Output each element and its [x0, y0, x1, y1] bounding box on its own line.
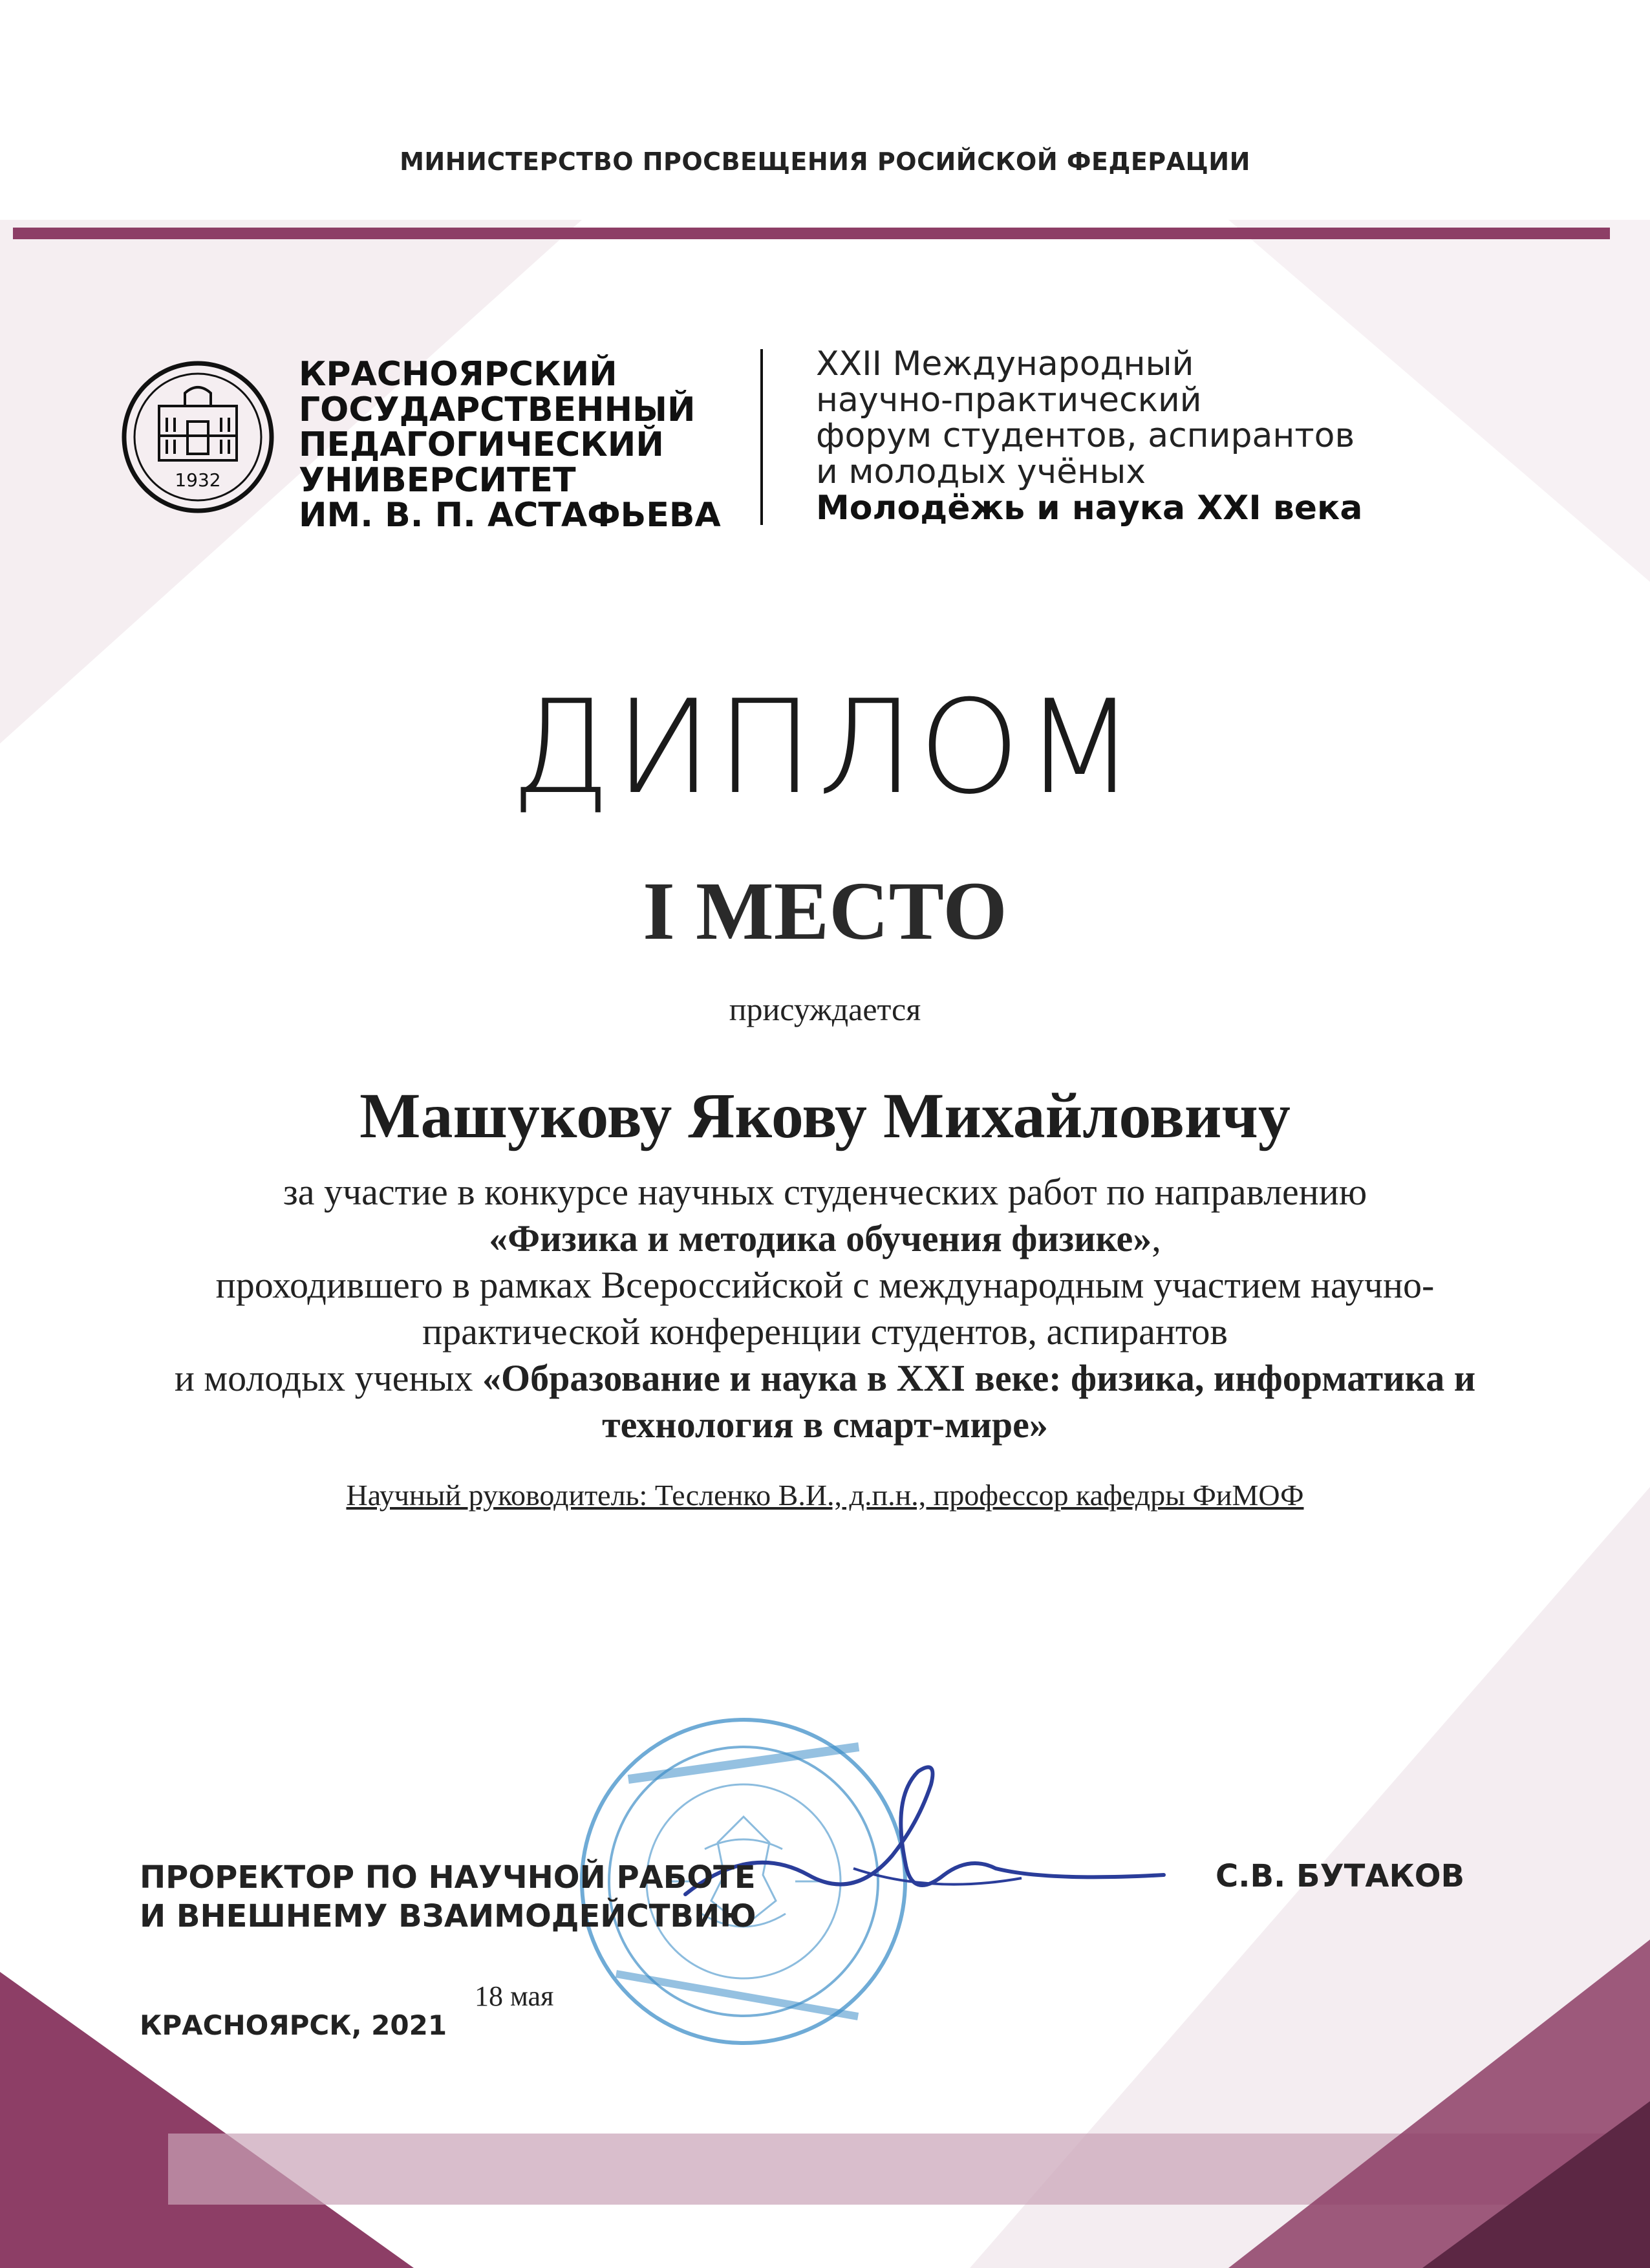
award-date: 18 мая: [475, 1980, 554, 2012]
logo-year: 1932: [175, 469, 221, 491]
header-separator: [760, 349, 763, 525]
signatory-title: [140, 1858, 756, 1936]
forum-name: Молодёжь и наука XXI века: [816, 488, 1363, 528]
university-line: ГОСУДАРСТВЕННЫЙ: [299, 390, 696, 429]
place-award: I МЕСТО: [643, 865, 1007, 957]
university-name: [299, 357, 721, 533]
awarded-text: присуждается: [729, 991, 921, 1027]
conference-name: «Образование и наука в XXI веке: физика, информатика и технология в смарт-мире»: [482, 1356, 1476, 1446]
forum-line: XXII Международный: [816, 345, 1194, 383]
direction-line: [142, 1215, 1508, 1262]
signatory-title-line: ПРОРЕКТОР ПО НАУЧНОЙ РАБОТЕ: [140, 1859, 756, 1896]
description-line: проходившего в рамках Всероссийской с международным участием научно-: [215, 1263, 1435, 1306]
university-line: ПЕДАГОГИЧЕСКИЙ: [299, 425, 664, 465]
university-logo: [120, 359, 275, 515]
ministry-header: МИНИСТЕРСТВО ПРОСВЕЩЕНИЯ РОСИЙСКОЙ ФЕДЕРАЦИИ: [400, 147, 1250, 176]
forum-line: и молодых учёных: [816, 452, 1146, 491]
description-line: за участие в конкурсе научных студенческих работ по направлению: [283, 1171, 1367, 1213]
direction-name: «Физика и методика обучения физике»: [489, 1217, 1152, 1259]
award-description: [142, 1169, 1508, 1448]
signatory-title-line: И ВНЕШНЕМУ ВЗАИМОДЕЙСТВИЮ: [140, 1898, 756, 1934]
header-rule: [13, 228, 1610, 239]
university-line: ИМ. В. П. АСТАФЬЕВА: [299, 496, 721, 535]
conference-prefix: и молодых ученых: [174, 1356, 483, 1399]
forum-info: [816, 347, 1362, 526]
forum-line: научно-практический: [816, 380, 1202, 420]
city-year: КРАСНОЯРСК, 2021: [140, 2009, 447, 2041]
signatory-name: С.В. БУТАКОВ: [1216, 1858, 1465, 1894]
recipient-name: Машукову Якову Михайловичу: [359, 1080, 1291, 1151]
university-line: КРАСНОЯРСКИЙ: [299, 355, 617, 394]
supervisor-line: Научный руководитель: Тесленко В.И., д.п.н., профессор кафедры ФиМОФ: [346, 1479, 1304, 1512]
university-line: УНИВЕРСИТЕТ: [299, 460, 576, 500]
conference-line: [142, 1355, 1508, 1448]
description-line: практической конференции студентов, аспирантов: [422, 1310, 1228, 1353]
forum-line: форум студентов, аспирантов: [816, 416, 1355, 456]
direction-suffix: ,: [1152, 1217, 1161, 1259]
document-title: ДИПЛОМ: [510, 672, 1140, 823]
